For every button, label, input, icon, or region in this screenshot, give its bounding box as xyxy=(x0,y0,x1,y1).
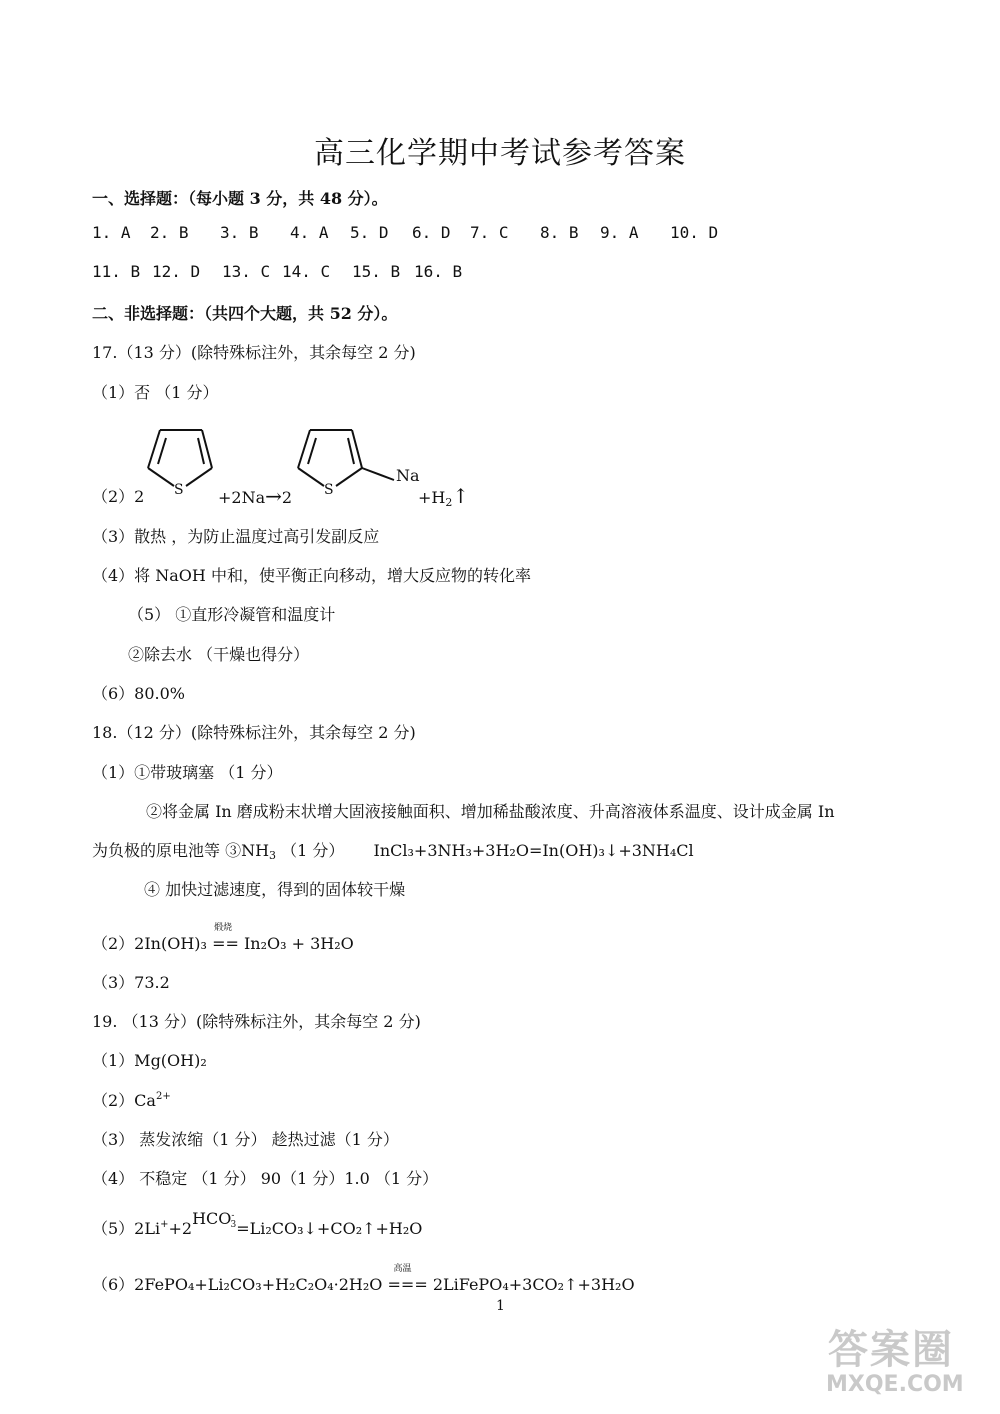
sulfur-atom-label: S xyxy=(324,482,334,498)
mc-answer: 4. A xyxy=(290,223,329,242)
sodium-label: Na xyxy=(396,466,420,485)
indium-equation: InCl₃+3NH₃+3H₂O=In(OH)₃↓+3NH₄Cl xyxy=(373,841,694,860)
q19-answer-5: $(5)2Li^++2HCO^-_3=Li_2CO_3↓+CO_2↑+H_2O$ xyxy=(92,1209,423,1238)
equation-left: （6）2FePO₄+Li₂CO₃+H₂C₂O₄·2H₂O xyxy=(92,1275,383,1294)
thiophene-structure xyxy=(140,418,230,500)
q18-answer-1: （1）①带玻璃塞 （1 分） xyxy=(92,763,283,782)
mc-answer: 10. D xyxy=(670,223,719,242)
page-title: 高三化学期中考试参考答案 xyxy=(314,136,686,171)
equation-right: In₂O₃ + 3H₂O xyxy=(243,934,354,953)
equation-right: 2LiFePO₄+3CO₂↑+3H₂O xyxy=(432,1275,635,1294)
q18-answer-1d: ④ 加快过滤速度，得到的固体较干燥 xyxy=(144,880,406,899)
q18-answer-2 xyxy=(92,923,354,954)
mc-answer: 14. C xyxy=(282,262,331,281)
q19-header: 19. （13 分）(除特殊标注外，其余每空 2 分) xyxy=(92,1012,421,1031)
q19-answer-2: $(2)Ca^{2+}$ xyxy=(92,1091,171,1110)
mc-answers-row-2 xyxy=(92,262,474,281)
q19-answer-6 xyxy=(92,1264,635,1295)
q18-answer-1c: 为负极的原电池等 $③NH_3$ （1 分） InCl₃+3NH₃+3H₂O=In(OH)₃↓+3NH₄Cl xyxy=(92,841,694,862)
section-heading-nonmc: 二、非选择题：（共四个大题，共 52 分）。 xyxy=(92,304,398,323)
equation-left: （2）2In(OH)₃ xyxy=(92,934,207,953)
q17-answer-1: （1）否 （1 分） xyxy=(92,383,219,402)
mc-answer: 6. D xyxy=(412,223,451,242)
mc-answer: 13. C xyxy=(222,262,271,281)
mc-answers-row-1 xyxy=(92,223,740,242)
condition-equals: 煅烧 == xyxy=(212,934,239,953)
q19-answer-4: （4） 不稳定 （1 分） 90（1 分）1.0 （1 分） xyxy=(92,1169,439,1188)
bicarbonate-ion: $HCO^-_3$ xyxy=(192,1209,237,1230)
q17-answer-5b: ②除去水 （干燥也得分） xyxy=(128,645,310,664)
watermark-url: MXQE.COM xyxy=(826,1372,964,1397)
q18-answer-1b: ②将金属 In 磨成粉末状增大固液接触面积、增加稀盐酸浓度、升高溶液体系温度、设计成金属 In xyxy=(146,802,835,821)
condition-label: 煅烧 xyxy=(214,923,233,933)
condition-equals: 高温 === xyxy=(388,1275,428,1294)
q17-answer-2-prefix: （2）2 xyxy=(92,487,145,506)
mc-answer: 1. A xyxy=(92,223,131,242)
q17-answer-4: （4）将 NaOH 中和，使平衡正向移动，增大反应物的转化率 xyxy=(92,566,531,585)
mc-answer: 5. D xyxy=(350,223,389,242)
q17-answer-3: （3）散热 ，为防止温度过高引发副反应 xyxy=(92,527,380,546)
sodium-thiophene-structure xyxy=(290,418,400,500)
mc-answer: 3. B xyxy=(220,223,259,242)
mc-answer: 7. C xyxy=(470,223,509,242)
watermark-logo: 答案圈 xyxy=(828,1327,954,1373)
q18-header: 18.（12 分）(除特殊标注外，其余每空 2 分) xyxy=(92,723,416,742)
q17-answer-2-reagent xyxy=(218,484,292,508)
mc-answer: 11. B xyxy=(92,262,141,281)
mc-answer: 2. B xyxy=(150,223,189,242)
q17-header: 17.（13 分）(除特殊标注外，其余每空 2 分) xyxy=(92,343,416,362)
section-heading-mc: 一、选择题：（每小题 3 分，共 48 分）。 xyxy=(92,189,388,208)
mc-answer: 12. D xyxy=(152,262,201,281)
q18-answer-3: （3）73.2 xyxy=(92,973,170,992)
product-coefficient: 2 xyxy=(281,488,293,507)
reaction-arrow: → xyxy=(265,484,282,508)
q19-answer-3: （3） 蒸发浓缩（1 分） 趁热过滤（1 分） xyxy=(92,1130,399,1149)
page-number: 1 xyxy=(496,1298,505,1314)
q19-answer-1: （1）Mg(OH)₂ xyxy=(92,1051,207,1070)
q17-answer-6: （6）80.0% xyxy=(92,684,186,703)
gas-up-arrow: ↑ xyxy=(452,484,470,508)
mc-answer: 15. B xyxy=(352,262,401,281)
q17-answer-5: （5） ①直形冷凝管和温度计 xyxy=(128,605,336,624)
hydrogen-product: $+H_2↑$ xyxy=(418,484,470,509)
condition-label: 高温 xyxy=(393,1264,412,1274)
mc-answer: 8. B xyxy=(540,223,579,242)
mc-answer: 16. B xyxy=(414,262,463,281)
sulfur-atom-label: S xyxy=(174,482,184,498)
mc-answer: 9. A xyxy=(600,223,639,242)
sodium-reagent: +2Na xyxy=(218,488,266,507)
